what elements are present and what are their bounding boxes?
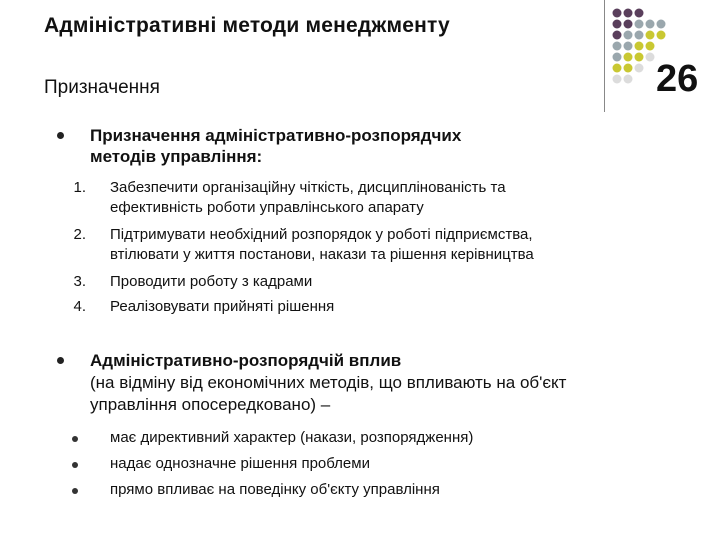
list-number: 2. — [73, 226, 86, 243]
section2-heading — [90, 350, 650, 416]
section2-heading-line3: управління опосередковано) – — [90, 395, 331, 414]
list-number: 3. — [73, 273, 86, 290]
section1-heading — [90, 125, 650, 167]
list-item: Реалізовувати прийняті рішення — [110, 298, 335, 315]
list-item-line1: Забезпечити організаційну чіткість, дисциплінованість та — [110, 179, 506, 196]
list-number: 1. — [73, 179, 86, 196]
list-item-line1: Підтримувати необхідний розпорядок у роботі підприємства, — [110, 226, 533, 243]
bullet-icon — [57, 132, 64, 139]
list-item: надає однозначне рішення проблеми — [110, 455, 370, 472]
list-item — [110, 178, 670, 218]
slide-subtitle: Призначення — [44, 77, 160, 98]
slide-title: Адміністративні методи менеджменту — [44, 14, 450, 37]
bullet-icon — [72, 488, 78, 494]
section1-heading-line2: методів управління: — [90, 147, 263, 166]
list-item — [110, 225, 670, 265]
list-item-line2: ефективність роботи управлінського апарату — [110, 199, 424, 216]
section2-heading-line2: (на відміну від економічних методів, що впливають на об'єкт — [90, 373, 567, 392]
list-item: має директивний характер (накази, розпорядження) — [110, 429, 474, 446]
bullet-icon — [57, 357, 64, 364]
section2-heading-bold: Адміністративно-розпорядчій вплив — [90, 351, 402, 370]
list-number: 4. — [73, 298, 86, 315]
bullet-icon — [72, 436, 78, 442]
list-item-line2: втілювати у життя постанови, накази та рішення керівництва — [110, 246, 534, 263]
list-item: прямо впливає на поведінку об'єкту управління — [110, 481, 440, 498]
list-item: Проводити роботу з кадрами — [110, 273, 313, 290]
bullet-icon — [72, 462, 78, 468]
page-number: 26 — [656, 58, 699, 100]
section1-heading-line1: Призначення адміністративно-розпорядчих — [90, 126, 462, 145]
divider-line — [604, 0, 605, 112]
